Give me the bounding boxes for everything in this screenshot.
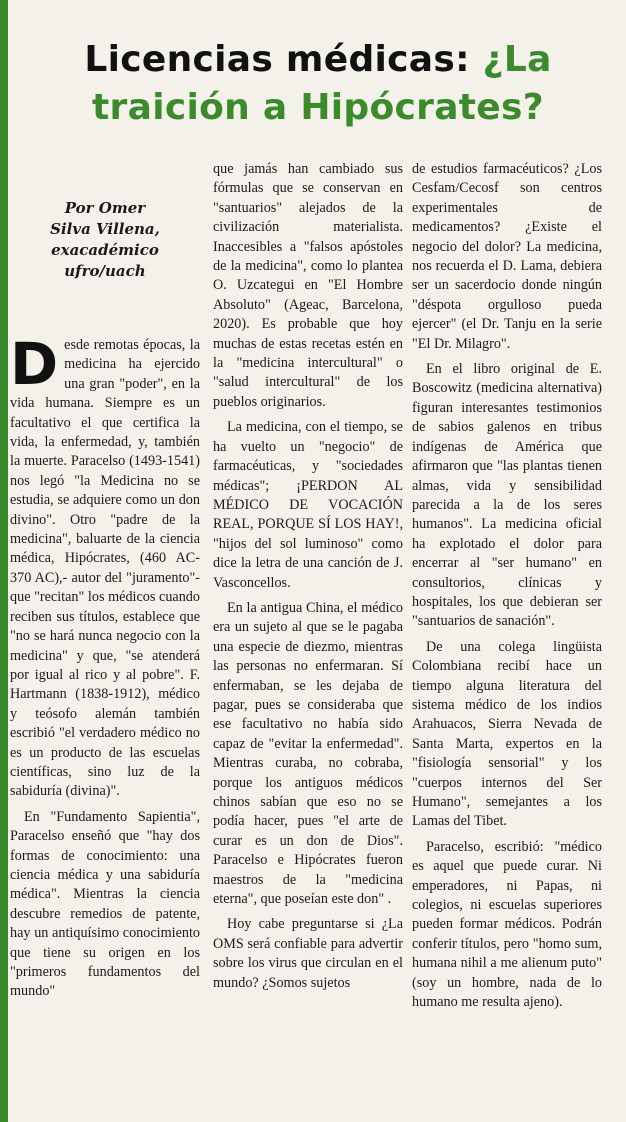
- byline: [10, 198, 200, 282]
- paragraph: Hoy cabe preguntarse si ¿La OMS será confiable para advertir sobre los virus que circulan en el mundo? ¿Somos sujetos: [213, 916, 403, 991]
- byline-line: exacadémico: [51, 241, 159, 259]
- paragraph: Paracelso, escribió: "médico es aquel que puede curar. Ni emperadores, ni Papas, ni colegios, ni escuelas superiores pueden formar médicos. Podrán conferir títulos, pero "homo sum, humana nihil a me alienum puto" (soy un hombre, nada de lo humano me resulta ajeno).: [412, 838, 602, 1011]
- paragraph: [10, 330, 200, 802]
- headline-part1: Licencias médicas:: [84, 39, 483, 80]
- paragraph: En la antigua China, el médico era un sujeto al que se le pagaba una especie de diezmo, mientras las personas no enfermaran. Sí enfermaban, se les dejaba de pagar, pues se consideraba que ese facultativo no había sido capaz de "evitar la enfermedad". Mientras curaba, no cobraba, porque los antiguos médicos chinos sabían que eso no se podía hacer, pues "el arte de curar es un don de Dios". Paracelso e Hipócrates fueron maestros de la "medicina eterna", que poseían este don" .: [213, 599, 403, 908]
- paragraph: En el libro original de E. Boscowitz (medicina alternativa) figuran interesantes testimonios de sabios galenos en tribus indígenas de América que afirmaron que "las plantas tienen almas, vida y sensibilidad parecida a la de los seres humanos". La medicina oficial ha explotado el dolor para encerrar al "ser humano" en consultorios, clínicas y hospitales, los que debieran ser "santuarios de sanación".: [412, 361, 602, 630]
- column-2: [213, 160, 403, 999]
- section-color-bar: [0, 0, 8, 1122]
- paragraph: que jamás han cambiado sus fórmulas que se conservan en "santuarios" alejados de la civilización materialista. Inaccesibles a "falsos apóstoles de la medicina", como lo plantea O. Uzcategui en "El Hombre Absoluto" (Ageac, Barcelona, 2020). Es probable que hoy muchas de estas recetas estén en la "medicina intercultural" o "salud intercultural" de los pueblos originarios.: [213, 161, 403, 410]
- headline-part2: ¿La traición a Hipócrates?: [92, 39, 552, 128]
- paragraph: de estudios farmacéuticos? ¿Los Cesfam/Cecosf son centros experimentales de medicamentos? ¿Existe el negocio del dolor? La medicina, nos recuerda el D. Lama, debiera ser un sacerdocio donde ningún "déspota orgulloso pueda ejercer" (el Dr. Tanju en la serie "El Dr. Milagro".: [412, 161, 602, 352]
- drop-cap: D: [10, 330, 59, 398]
- byline-line: Silva Villena,: [50, 220, 160, 238]
- paragraph: La medicina, con el tiempo, se ha vuelto un "negocio" de farmacéuticas, y "sociedades médicas"; ¡PERDON AL MÉDICO DE VOCACIÓN REAL, PORQUE SÍ LOS HAY!, "hijos del sol luminoso" como dice la letra de una canción de J. Vasconcellos.: [213, 419, 403, 591]
- headline: [20, 36, 616, 132]
- byline-line: ufro/uach: [64, 262, 146, 280]
- byline-line: Por Omer: [64, 199, 146, 217]
- paragraph: De una colega lingüista Colombiana recibí hace un tiempo alguna literatura del sistema médico de los indios Arahuacos, Sierra Nevada de Santa Marta, expertos en la "fisiología sensorial" y los "cuerpos internos del Ser Humano", semejantes a los Lamas del Tibet.: [412, 638, 602, 830]
- paragraph-text: esde remotas épocas, la medicina ha ejercido una gran "poder", en la vida humana. Siempre es un facultativo el que certifica la vida, la enfermedad, y, también la muerte. Paracelso (1493-1541) nos legó "la Medicina no se estudia, se adquiere como un don divino". Otro "padre de la medicina", baluarte de la ciencia médica, Hipócrates, (460 AC- 370 AC),- autor del "juramento"- que "recitan" los médicos cuando reciben sus títulos, establece que "no se hará nunca negocio con la medicina" y que, "se atenderá por igual al rico y al pobre". F. Hartmann (1838-1912), médico y teósofo alemán también escribió "el verdadero médico no es un producto de las escuelas científicas, sino luz de la sabiduría (divina)".: [10, 337, 200, 800]
- paragraph: En "Fundamento Sapientia", Paracelso enseñó que "hay dos formas de conocimiento: una ciencia médica y una sabiduría médica". Mientras la ciencia descubre remedios de patente, hay un antiquísimo conocimiento que tiene su origen en los "primeros fundamentos del mundo": [10, 808, 200, 1000]
- column-3: [412, 160, 602, 1018]
